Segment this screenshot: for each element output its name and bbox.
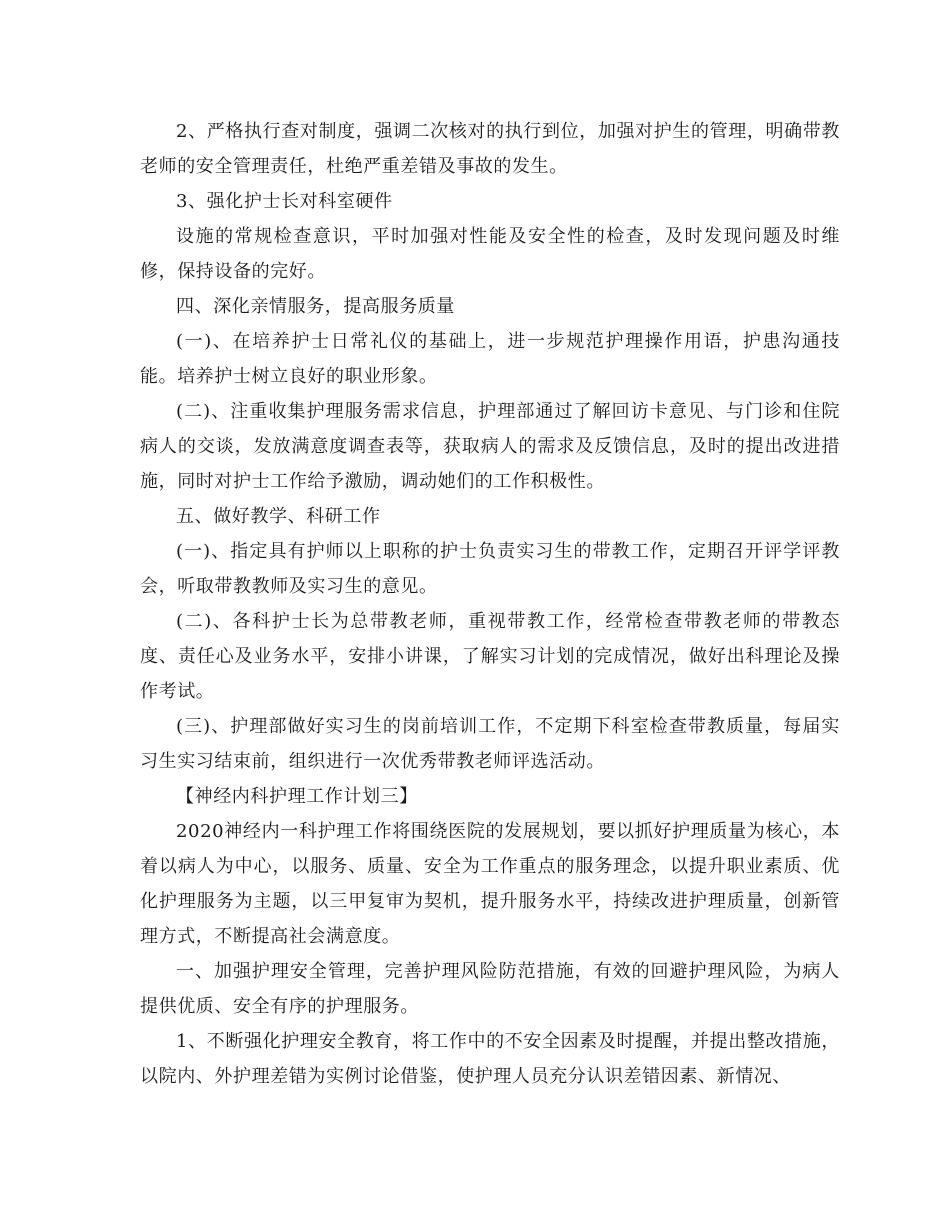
paragraph-checking-system: 2、严格执行查对制度，强调二次核对的执行到位，加强对护生的管理，明确带教老师的安全管理责任，杜绝严重差错及事故的发生。 [140, 121, 840, 177]
paragraph-safety-education: 1、不断强化护理安全教育，将工作中的不安全因素及时提醒，并提出整改措施，以院内、外护理差错为实例讨论借鉴，使护理人员充分认识差错因素、新情况、 [140, 1031, 840, 1087]
paragraph-head-nurse-teaching: (二)、各科护士长为总带教老师，重视带教工作，经常检查带教老师的带教态度、责任心及业务水平，安排小讲课，了解实习计划的完成情况，做好出科理论及操作考试。 [140, 611, 840, 702]
heading-section-four: 四、深化亲情服务，提高服务质量 [176, 296, 455, 317]
heading-safety-management: 一、加强护理安全管理，完善护理风险防范措施，有效的回避护理风险，为病人提供优质、安全有序的护理服务。 [140, 961, 840, 1017]
paragraph-service-feedback: (二)、注重收集护理服务需求信息，护理部通过了解回访卡意见、与门诊和住院病人的交谈，发放满意度调查表等，获取病人的需求及反馈信息，及时的提出改进措施，同时对护士工作给予激励，调动她们的工作积极性。 [140, 401, 840, 492]
document-body [140, 114, 840, 1094]
paragraph-etiquette: (一)、在培养护士日常礼仪的基础上，进一步规范护理操作用语，护患沟通技能。培养护士树立良好的职业形象。 [140, 331, 840, 387]
paragraph-equipment-inspection: 设施的常规检查意识，平时加强对性能及安全性的检查，及时发现问题及时维修，保持设备的完好。 [140, 226, 840, 282]
paragraph-teaching-assignment: (一)、指定具有护师以上职称的护士负责实习生的带教工作，定期召开评学评教会，听取带教教师及实习生的意见。 [140, 541, 840, 597]
paragraph-head-nurse-hardware: 3、强化护士长对科室硬件 [176, 191, 393, 212]
heading-plan-three: 【神经内科护理工作计划三】 [176, 786, 418, 807]
paragraph-pre-job-training: (三)、护理部做好实习生的岗前培训工作，不定期下科室检查带教质量，每届实习生实习结束前，组织进行一次优秀带教老师评选活动。 [140, 716, 840, 772]
heading-section-five: 五、做好教学、科研工作 [176, 506, 381, 527]
paragraph-plan-overview: 2020神经内一科护理工作将围绕医院的发展规划，要以抓好护理质量为核心，本着以病人为中心，以服务、质量、安全为工作重点的服务理念，以提升职业素质、优化护理服务为主题，以三甲复审为契机，提升服务水平，持续改进护理质量，创新管理方式，不断提高社会满意度。 [140, 821, 840, 947]
